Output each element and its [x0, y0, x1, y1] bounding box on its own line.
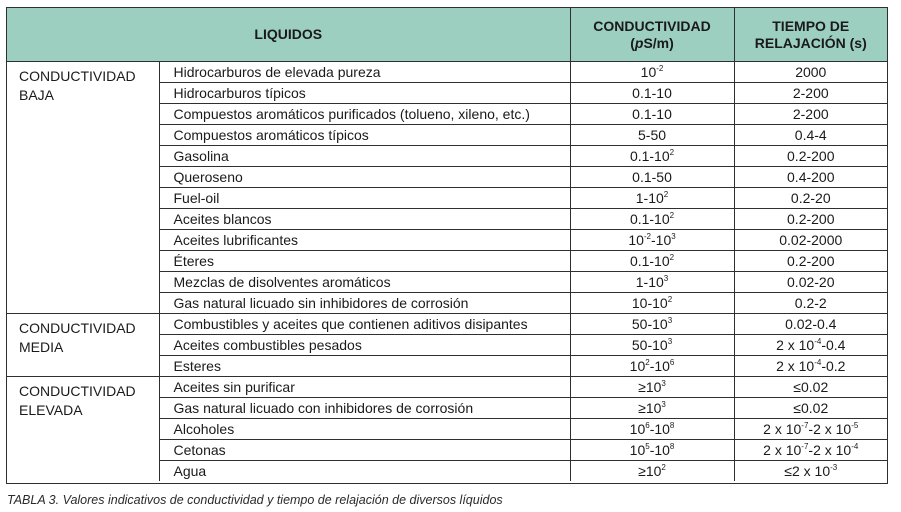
- group-label-line2: ELEVADA: [19, 402, 83, 418]
- relaxation-value: 2 x $10^{-7}-2$ x $10^{-4}$: [734, 440, 887, 461]
- liquid-name: Compuestos aromáticos típicos: [159, 125, 570, 146]
- relaxation-value: 0.2-200: [734, 251, 887, 272]
- liquid-name: Aceites sin purificar: [159, 377, 570, 398]
- liquid-name: Aceites lubrificantes: [159, 230, 570, 251]
- relaxation-value: 0.2-200: [734, 209, 887, 230]
- group-label: [7, 62, 159, 314]
- conductivity-value: $1-10^3$: [570, 272, 734, 293]
- conductivity-value: $10^2-10^6$: [570, 356, 734, 377]
- table-frame: [6, 7, 888, 484]
- conductivity-value: $10^{-2}$: [570, 62, 734, 83]
- relaxation-value: 2-200: [734, 104, 887, 125]
- group-label-line1: CONDUCTIVIDAD: [19, 68, 136, 84]
- liquid-name: Aceites combustibles pesados: [159, 335, 570, 356]
- table-row: [7, 62, 887, 83]
- conductivity-value: 0.1-10: [570, 83, 734, 104]
- relaxation-value: 0.02-2000: [734, 230, 887, 251]
- header-relaxation-line1: TIEMPO DE: [772, 17, 850, 34]
- group-label: [7, 377, 159, 482]
- liquid-name: Agua: [159, 461, 570, 482]
- relaxation-value: 2 x $10^{-7}-2$ x $10^{-5}$: [734, 419, 887, 440]
- liquid-name: Hidrocarburos típicos: [159, 83, 570, 104]
- header-relaxation: [734, 8, 887, 62]
- relaxation-value: 0.4-200: [734, 167, 887, 188]
- group-label: [7, 314, 159, 377]
- conductivity-value: $10^{-2}-10^3$: [570, 230, 734, 251]
- relaxation-value: 0.02-0.4: [734, 314, 887, 335]
- header-conductivity-label: CONDUCTIVIDAD: [593, 17, 711, 34]
- header-conductivity-unit: (pS/m): [630, 34, 674, 51]
- header-liquids: LIQUIDOS: [7, 8, 570, 62]
- liquid-name: Fuel-oil: [159, 188, 570, 209]
- relaxation-value: 0.02-20: [734, 272, 887, 293]
- conductivity-value: $0.1-10^2$: [570, 251, 734, 272]
- conductivity-value: $\ge 10^3$: [570, 377, 734, 398]
- conductivity-value: $50-10^3$: [570, 335, 734, 356]
- group-label-line1: CONDUCTIVIDAD: [19, 383, 136, 399]
- relaxation-value: 0.2-2: [734, 293, 887, 314]
- conductivity-value: $10^5-10^8$: [570, 440, 734, 461]
- liquid-name: Gas natural licuado con inhibidores de corrosión: [159, 398, 570, 419]
- group-label-line2: MEDIA: [19, 339, 64, 355]
- liquid-name: Gasolina: [159, 146, 570, 167]
- liquid-name: Mezclas de disolventes aromáticos: [159, 272, 570, 293]
- liquid-name: Queroseno: [159, 167, 570, 188]
- table-row: [7, 314, 887, 335]
- conductivity-value: $10-10^2$: [570, 293, 734, 314]
- conductivity-value: $1-10^2$: [570, 188, 734, 209]
- conductivity-value: 0.1-50: [570, 167, 734, 188]
- table-row: [7, 377, 887, 398]
- liquid-name: Alcoholes: [159, 419, 570, 440]
- group-label-line2: BAJA: [19, 87, 55, 103]
- relaxation-value: 0.2-200: [734, 146, 887, 167]
- relaxation-value: 2 x $10^{-4}-0.4$: [734, 335, 887, 356]
- conductivity-value: $\ge 10^3$: [570, 398, 734, 419]
- relaxation-value: 0.2-20: [734, 188, 887, 209]
- conductivity-value: $0.1-10^2$: [570, 209, 734, 230]
- table-body: [7, 62, 887, 482]
- header-conductivity: [570, 8, 734, 62]
- relaxation-value: 2-200: [734, 83, 887, 104]
- relaxation-value: ≤0.02: [734, 377, 887, 398]
- liquid-name: Esteres: [159, 356, 570, 377]
- relaxation-value: 2 x $10^{-4}-0.2$: [734, 356, 887, 377]
- conductivity-value: $\ge 10^2$: [570, 461, 734, 482]
- relaxation-value: ≤2 x $10^{-3}$: [734, 461, 887, 482]
- conductivity-value: $50-10^3$: [570, 314, 734, 335]
- liquid-name: Combustibles y aceites que contienen aditivos disipantes: [159, 314, 570, 335]
- conductivity-value: 0.1-10: [570, 104, 734, 125]
- liquid-name: Éteres: [159, 251, 570, 272]
- conductivity-table: [7, 8, 887, 481]
- liquid-name: Gas natural licuado sin inhibidores de corrosión: [159, 293, 570, 314]
- relaxation-value: ≤0.02: [734, 398, 887, 419]
- conductivity-value: $0.1-10^2$: [570, 146, 734, 167]
- relaxation-value: 2000: [734, 62, 887, 83]
- table-caption: TABLA 3. Valores indicativos de conductividad y tiempo de relajación de diversos líquidos: [7, 493, 503, 507]
- liquid-name: Cetonas: [159, 440, 570, 461]
- header-relaxation-line2: RELAJACIÓN (s): [754, 34, 867, 51]
- conductivity-value: 5-50: [570, 125, 734, 146]
- relaxation-value: 0.4-4: [734, 125, 887, 146]
- conductivity-value: $10^6-10^8$: [570, 419, 734, 440]
- table-header-row: [7, 8, 887, 62]
- liquid-name: Compuestos aromáticos purificados (tolueno, xileno, etc.): [159, 104, 570, 125]
- liquid-name: Hidrocarburos de elevada pureza: [159, 62, 570, 83]
- group-label-line1: CONDUCTIVIDAD: [19, 320, 136, 336]
- liquid-name: Aceites blancos: [159, 209, 570, 230]
